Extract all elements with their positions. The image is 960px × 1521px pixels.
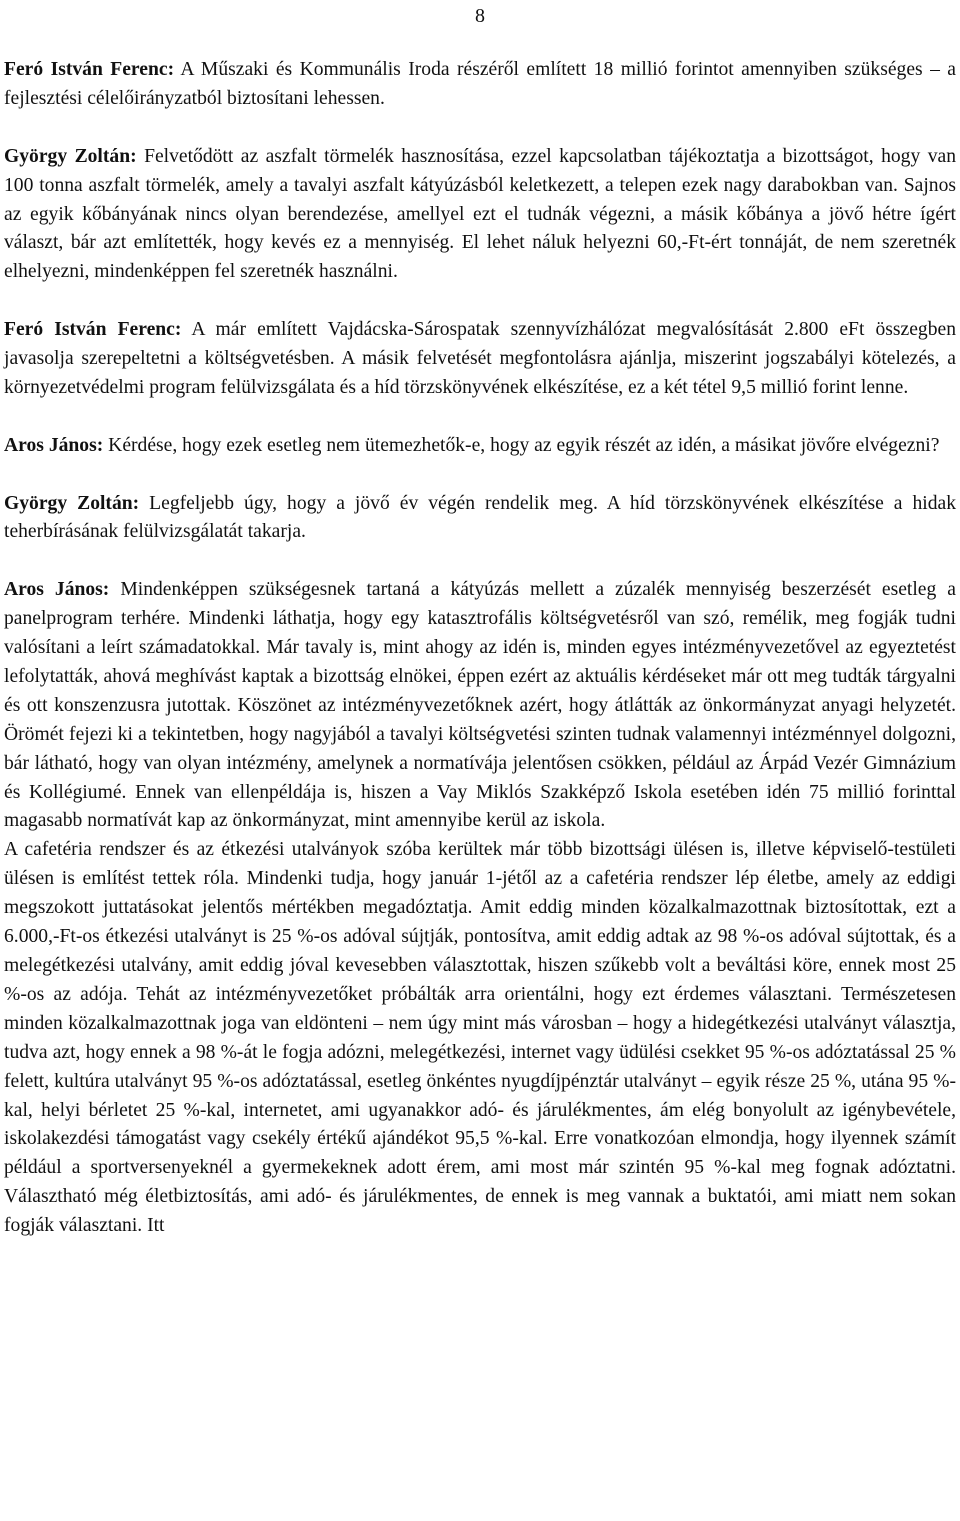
sentence: Erre vonatkozóan elmondja, hogy ilyennek számít például a sportversenyeknél a gyermekeknek adott érem, ami most már szintén 95 %-kal meg fognak adóztatni. [4, 1128, 956, 1179]
sentence: Sajnos az egyik kőbányának nincs olyan berendezése, amellyel ezt el tudnák végezni, a másik kőbánya a jövő hétre ígért választ, bár azt említették, hogy kevés ez a mennyiség. [4, 174, 957, 254]
speaker-name: Aros János: [4, 579, 110, 601]
sentence: A híd törzskönyvének elkészítése a hidak teherbírásának felülvizsgálatát takarja. [4, 492, 957, 543]
paragraph-4 [4, 432, 956, 461]
sentence: Amit eddig minden közalkalmazottnak biztosítottak, ezt a 6.000,-Ft-os étkezési utalványt is 25 %-os adóval sújtják, pontosítva, amit eddig adtak az 98 %-os adóval sújtottak, és a melegétkezési utalvány, amit eddig jóval kevesebben választottak, hiszen szűkebb volt a beváltási köre, ennek most 25 %-os az adója. [4, 897, 956, 1005]
sentence: El lehet náluk helyezni 60,-Ft-ért tonnáját, de nem szeretnék elhelyezni, mindenképpen fel szeretnék használni. [4, 232, 956, 283]
paragraph-2 [4, 143, 956, 288]
page-number: 8 [475, 5, 485, 27]
sentence: Mindenki láthatja, hogy egy katasztrofális költségvetésről van szó, remélik, meg fogják tudni valósítani a leírt számadatokkal. [4, 608, 956, 659]
sentence: Kérdése, hogy ezek esetleg nem ütemezhetők-e, hogy az egyik részét az idén, a másikat jövőre elvégezni? [103, 434, 940, 456]
speaker-name: Feró István Ferenc: [4, 59, 175, 80]
sentence: Tehát az intézményvezetőket próbálták arra orientálni, hogy ezt érdemes választani. [127, 983, 833, 1005]
speaker-name: György Zoltán: [4, 145, 137, 167]
paragraph-1 [4, 56, 956, 114]
sentence: Mindenképpen szükségesnek tartaná a kátyúzás mellett a zúzalék mennyiség beszerzését esetleg a panelprogram terhére. [4, 579, 956, 630]
sentence: Mindenki tudja, hogy január 1-jétől az a cafetéria rendszer lép életbe, amely az eddigi megszokott juttatásokat jelentős mértékben megadóztatja. [4, 868, 956, 919]
sentence: Ennek van ellenpéldája is, hiszen a Vay Miklós Szakképző Iskola esetében idén 75 millió forinttal magasabb normatívát kap az önkormányzat, mint amennyibe kerül az iskola. [4, 781, 956, 832]
sentence: Természetesen minden közalkalmazottnak joga van eldönteni – nem úgy mint más városban – hogy a hidegétkezési utalványt választja, tudva azt, hogy ennek a 98 %-át le fogja adózni, melegétkezési, internet vagy üdülési csekket 95 %-os adóztatással 25 % felett, kultúra utalványt 95 %-os adóztatással, esetleg önkéntes nyugdíjpénztár utalványt – egyik része 25 %, utána 95 %-kal, helyi bérletet 25 %-kal, internetet, ami ugyanakkor adó- és járulékmentes, ám elég bonyolult az igénybevétele, iskolakezdési támogatást vagy csekély értékű ajándékot 95,5 %-kal. [4, 983, 956, 1150]
sentence: Legfeljebb úgy, hogy a jövő év végén rendelik meg. [139, 492, 598, 514]
speaker-name: Aros János: [4, 434, 104, 456]
sentence: Felvetődött az aszfalt törmelék hasznosítása, ezzel kapcsolatban tájékoztatja a bizottságot, hogy van 100 tonna aszfalt törmelék, amely a tavalyi aszfalt kátyúzásból keletkezett, a telepen ezek nagy darabokban van. [4, 145, 956, 196]
paragraph-3 [4, 316, 956, 403]
speaker-name: Feró István Ferenc: [4, 319, 182, 341]
sentence: A másik felvetését megfontolásra ajánlja, miszerint jogszabályi kötelezés, a környezetvédelmi program felülvizsgálata és a híd törzskönyvének elkészítése, ez a két tétel 9,5 millió forint lenne. [4, 348, 956, 398]
sentence: Örömét fejezi ki a tekintetben, hogy nagyjából a tavalyi költségvetési szinten tudnak valamennyi intézménnyel dolgozni, bár látható, hogy van olyan intézmény, amelynek a normatívája jelentősen csökken, például az Árpád Vezér Gimnázium és Kollégiumé. [4, 723, 956, 803]
paragraph-6 [4, 576, 956, 836]
paragraph-5 [4, 490, 956, 548]
speaker-name: György Zoltán: [4, 492, 140, 514]
sentence: A Műszaki és Kommunális Iroda részéről említett 18 millió forintot amennyiben szükséges – a fejlesztési célelőirányzatból biztosítani lehessen. [4, 59, 956, 109]
sentence: A már említett Vajdácska-Sárospatak szennyvízhálózat megvalósítását 2.800 eFt összegben javasolja szerepeltetni a költségvetésben. [4, 319, 956, 370]
paragraph-7 [4, 836, 956, 1241]
sentence: A cafetéria rendszer és az étkezési utalványok szóba kerültek már több bizottsági ülésen is, illetve képviselő-testületi ülésen is említést tettek róla. [4, 839, 956, 890]
sentence: Már tavaly is, mint ahogy az idén is, minden egyes intézményvezetővel az egyeztetést lefolytatták, ahová meghívást kaptak a bizottság elnökei, éppen ezért az aktuális kérdéseket már ott meg tudták tárgyalni és ott konszenzusra jutottak. [4, 637, 956, 716]
sentence: Köszönet az intézményvezetőknek azért, hogy átlátták az önkormányzat anyagi helyzetét. [231, 694, 956, 716]
sentence: Választható még életbiztosítás, ami adó- és járulékmentes, de ennek is meg vannak a buktatói, ami miatt nem sokan fogják választani. Itt [4, 1186, 956, 1237]
